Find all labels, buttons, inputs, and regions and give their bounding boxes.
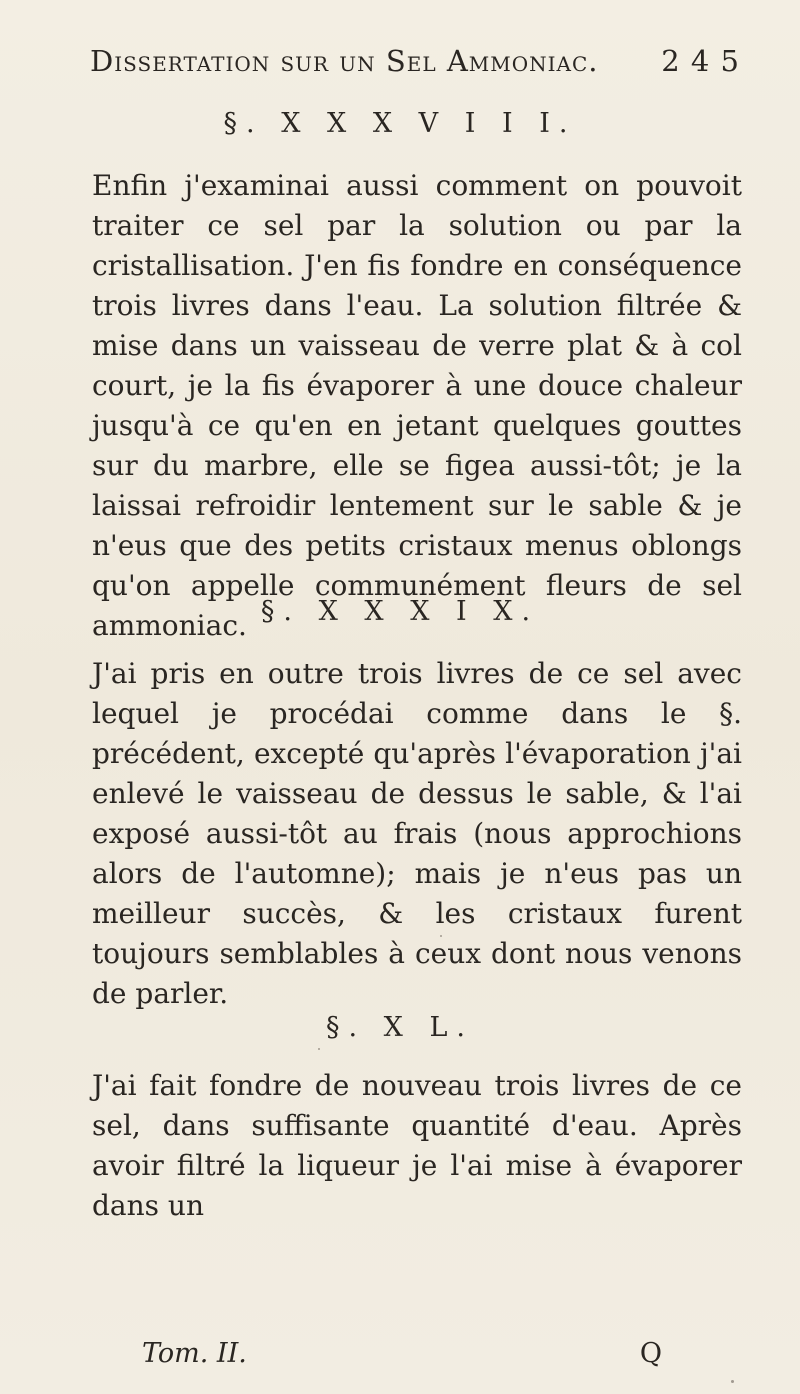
section-heading-39: §. X X X I X. bbox=[260, 596, 540, 627]
footer-line bbox=[142, 1338, 662, 1369]
section-heading-38: §. X X X V I I I. bbox=[223, 108, 577, 139]
tome-label: Tom. II. bbox=[142, 1338, 247, 1369]
section-40-text: J'ai fait fondre de nouveau trois livres de ce sel, dans suffisante quantité d'eau. Après avoir filtré la liqueur je l'ai mise à évaporer dans un bbox=[92, 1069, 742, 1222]
paper-speck bbox=[440, 935, 442, 937]
paper-speck bbox=[318, 1048, 320, 1050]
running-head-title: Dissertation sur un Sel Ammoniac. bbox=[90, 44, 599, 78]
section-38-text: Enfin j'examinai aussi comment on pouvoit traiter ce sel par la solution ou par la cristallisation. J'en fis fondre en conséquence trois livres dans l'eau. La solution filtrée & mise dans un vaisseau de verre plat & à col court, je la fis évaporer à une douce chaleur jusqu'à ce qu'en en jetant quelques gouttes sur du marbre, elle se figea aussi-tôt; je la laissai refroidir lentement sur le sable & je n'eus que des petits cristaux menus oblongs qu'on appelle communément fleurs de sel ammoniac. bbox=[92, 169, 742, 642]
section-39-text: J'ai pris en outre trois livres de ce sel avec lequel je procédai comme dans le §. précédent, excepté qu'après l'évaporation j'ai enlevé le vaisseau de dessus le sable, & l'ai exposé aussi-tôt au frais (nous approchions alors de l'automne); mais je n'eus pas un meilleur succès, & les cristaux furent toujours semblables à ceux dont nous venons de parler. bbox=[92, 657, 742, 1010]
signature-mark: Q bbox=[639, 1338, 662, 1369]
running-head bbox=[90, 44, 740, 78]
paper-speck bbox=[731, 1380, 734, 1383]
page-number: 2 4 5 bbox=[661, 44, 740, 78]
section-heading-40: §. X L. bbox=[326, 1012, 474, 1043]
